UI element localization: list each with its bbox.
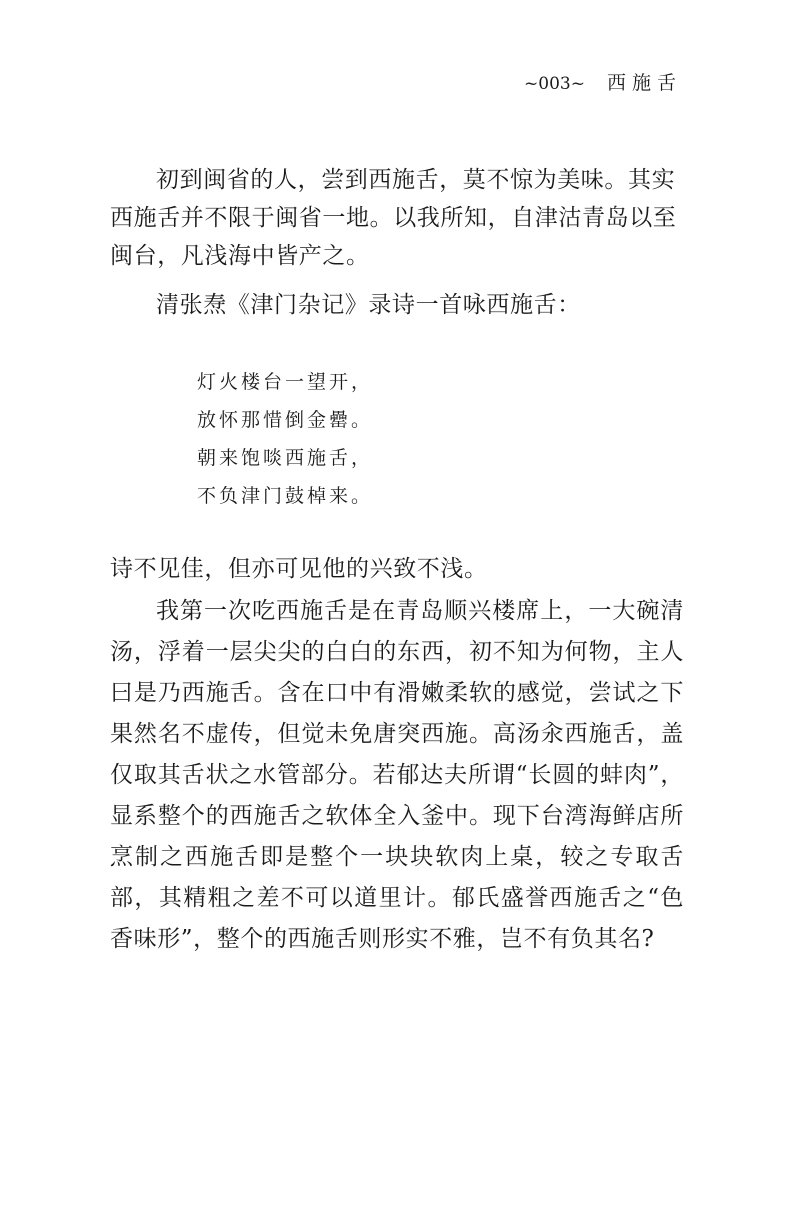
poem-line: 灯火楼台一望开， [197, 371, 374, 393]
paragraph-experience: 我第一次吃西施舌是在青岛顺兴楼席上，一大碗清汤，浮着一层尖尖的白白的东西，初不知为何物，主人曰是乃西施舌。含在口中有滑嫩柔软的感觉，尝试之下果然名不虚传，但觉未免唐突西施。高汤汆西施舌，盖仅取其舌状之水管部分。若郁达夫所谓“长圆的蚌肉”，显系整个的西施舌之软体全入釜中。现下台湾海鲜店所烹制之西施舌即是整个一块块软肉上桌，较之专取舌部，其精粗之差不可以道里计。郁氏盛誉西施舌之“色香味形”，整个的西施舌则形实不雅，岂不有负其名? [110, 598, 684, 952]
poem-line: 朝来饱啖西施舌， [197, 447, 374, 469]
poem-block [197, 363, 373, 515]
paragraph-poem-intro: 清张焘《津门杂记》录诗一首咏西施舌： [156, 292, 581, 318]
section-title: 西施舌 [606, 72, 682, 94]
page-number: ~003~ [524, 74, 585, 94]
running-header [524, 70, 682, 97]
poem-line: 不负津门鼓棹来。 [197, 485, 374, 507]
paragraph-intro: 初到闽省的人，尝到西施舌，莫不惊为美味。其实西施舌并不限于闽省一地。以我所知，自津沽青岛以至闽台，凡浅海中皆产之。 [110, 167, 677, 269]
paragraph-poem-comment: 诗不见佳，但亦可见他的兴致不浅。 [110, 556, 488, 582]
poem-line: 放怀那惜倒金罍。 [197, 409, 374, 431]
